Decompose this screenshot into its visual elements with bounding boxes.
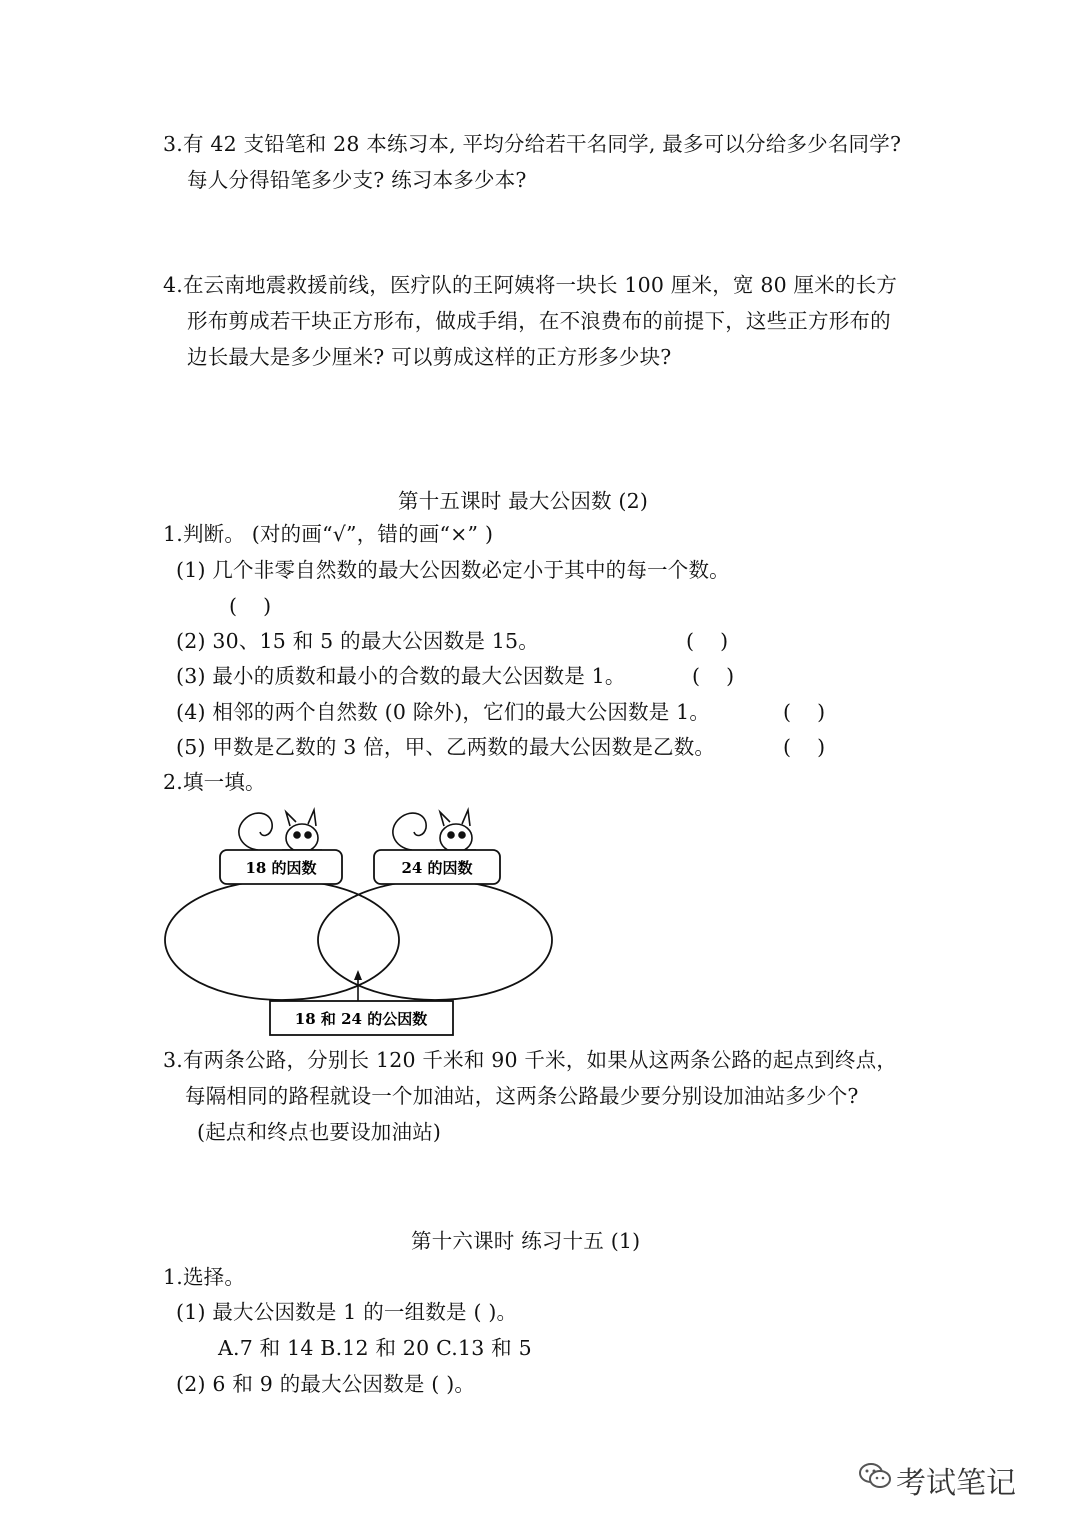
q4a-line3: 边长最大是多少厘米? 可以剪成这样的正方形多少块? [187,345,672,369]
ellipse-24-factors [318,880,552,1000]
watermark: 考试笔记 [896,1466,1016,1501]
judge-answer-2[interactable]: ( ) [686,629,729,653]
judge-item-4: (4) 相邻的两个自然数 (0 除外)，它们的最大公因数是 1。 [176,700,711,724]
lesson15-q3-line2: 每隔相同的路程就设一个加油站，这两条公路最少要分别设加油站多少个? [185,1084,859,1108]
q3a-line2: 每人分得铅笔多少支? 练习本多少本? [187,168,527,192]
venn-left-label: 18 的因数 [245,859,317,877]
lesson16-title: 第十六课时 练习十五 (1) [411,1229,641,1253]
judge-item-2: (2) 30、15 和 5 的最大公因数是 15。 [176,629,539,653]
q3a-line1: 3.有 42 支铅笔和 28 本练习本, 平均分给若干名同学, 最多可以分给多少名同学? [163,132,902,156]
venn-bottom-label: 18 和 24 的公因数 [294,1010,428,1028]
judge-item-3: (3) 最小的质数和最小的合数的最大公因数是 1。 [176,664,626,688]
lesson15-title: 第十五课时 最大公因数 (2) [398,489,649,513]
lesson15-q3-line1: 3.有两条公路，分别长 120 千米和 90 千米，如果从这两条公路的起点到终点， [163,1048,898,1072]
wechat-icon [858,1462,892,1490]
judge-answer-4[interactable]: ( ) [783,700,826,724]
q4a-line1: 4.在云南地震救援前线，医疗队的王阿姨将一块长 100 厘米，宽 80 厘米的长方 [163,273,898,297]
lesson15-q3-line3: (起点和终点也要设加油站) [197,1120,442,1144]
lesson15-judge-heading: 1.判断。 (对的画“√”，错的画“×” ) [163,522,494,546]
venn-right-label: 24 的因数 [401,859,473,877]
lesson16-choose-heading: 1.选择。 [163,1265,246,1289]
judge-answer-1[interactable]: ( ) [229,594,272,618]
q4a-line2: 形布剪成若干块正方形布，做成手绢，在不浪费布的前提下，这些正方形布的 [187,309,891,333]
ellipse-18-factors [165,880,399,1000]
squirrel-right-icon [393,810,476,852]
judge-answer-5[interactable]: ( ) [783,735,826,759]
arrow-head-icon [354,970,362,980]
choose-item-1: (1) 最大公因数是 1 的一组数是 ( )。 [176,1300,518,1324]
judge-item-1: (1) 几个非零自然数的最大公因数必定小于其中的每一个数。 [176,558,730,582]
squirrel-left-icon [239,810,322,852]
judge-item-5: (5) 甲数是乙数的 3 倍，甲、乙两数的最大公因数是乙数。 [176,735,716,759]
choose-item-2: (2) 6 和 9 的最大公因数是 ( )。 [176,1372,476,1396]
judge-answer-3[interactable]: ( ) [692,664,735,688]
choose-item-1-options: A.7 和 14 B.12 和 20 C.13 和 5 [218,1336,532,1360]
fill-heading: 2.填一填。 [163,770,266,794]
venn-diagram [150,800,570,1045]
